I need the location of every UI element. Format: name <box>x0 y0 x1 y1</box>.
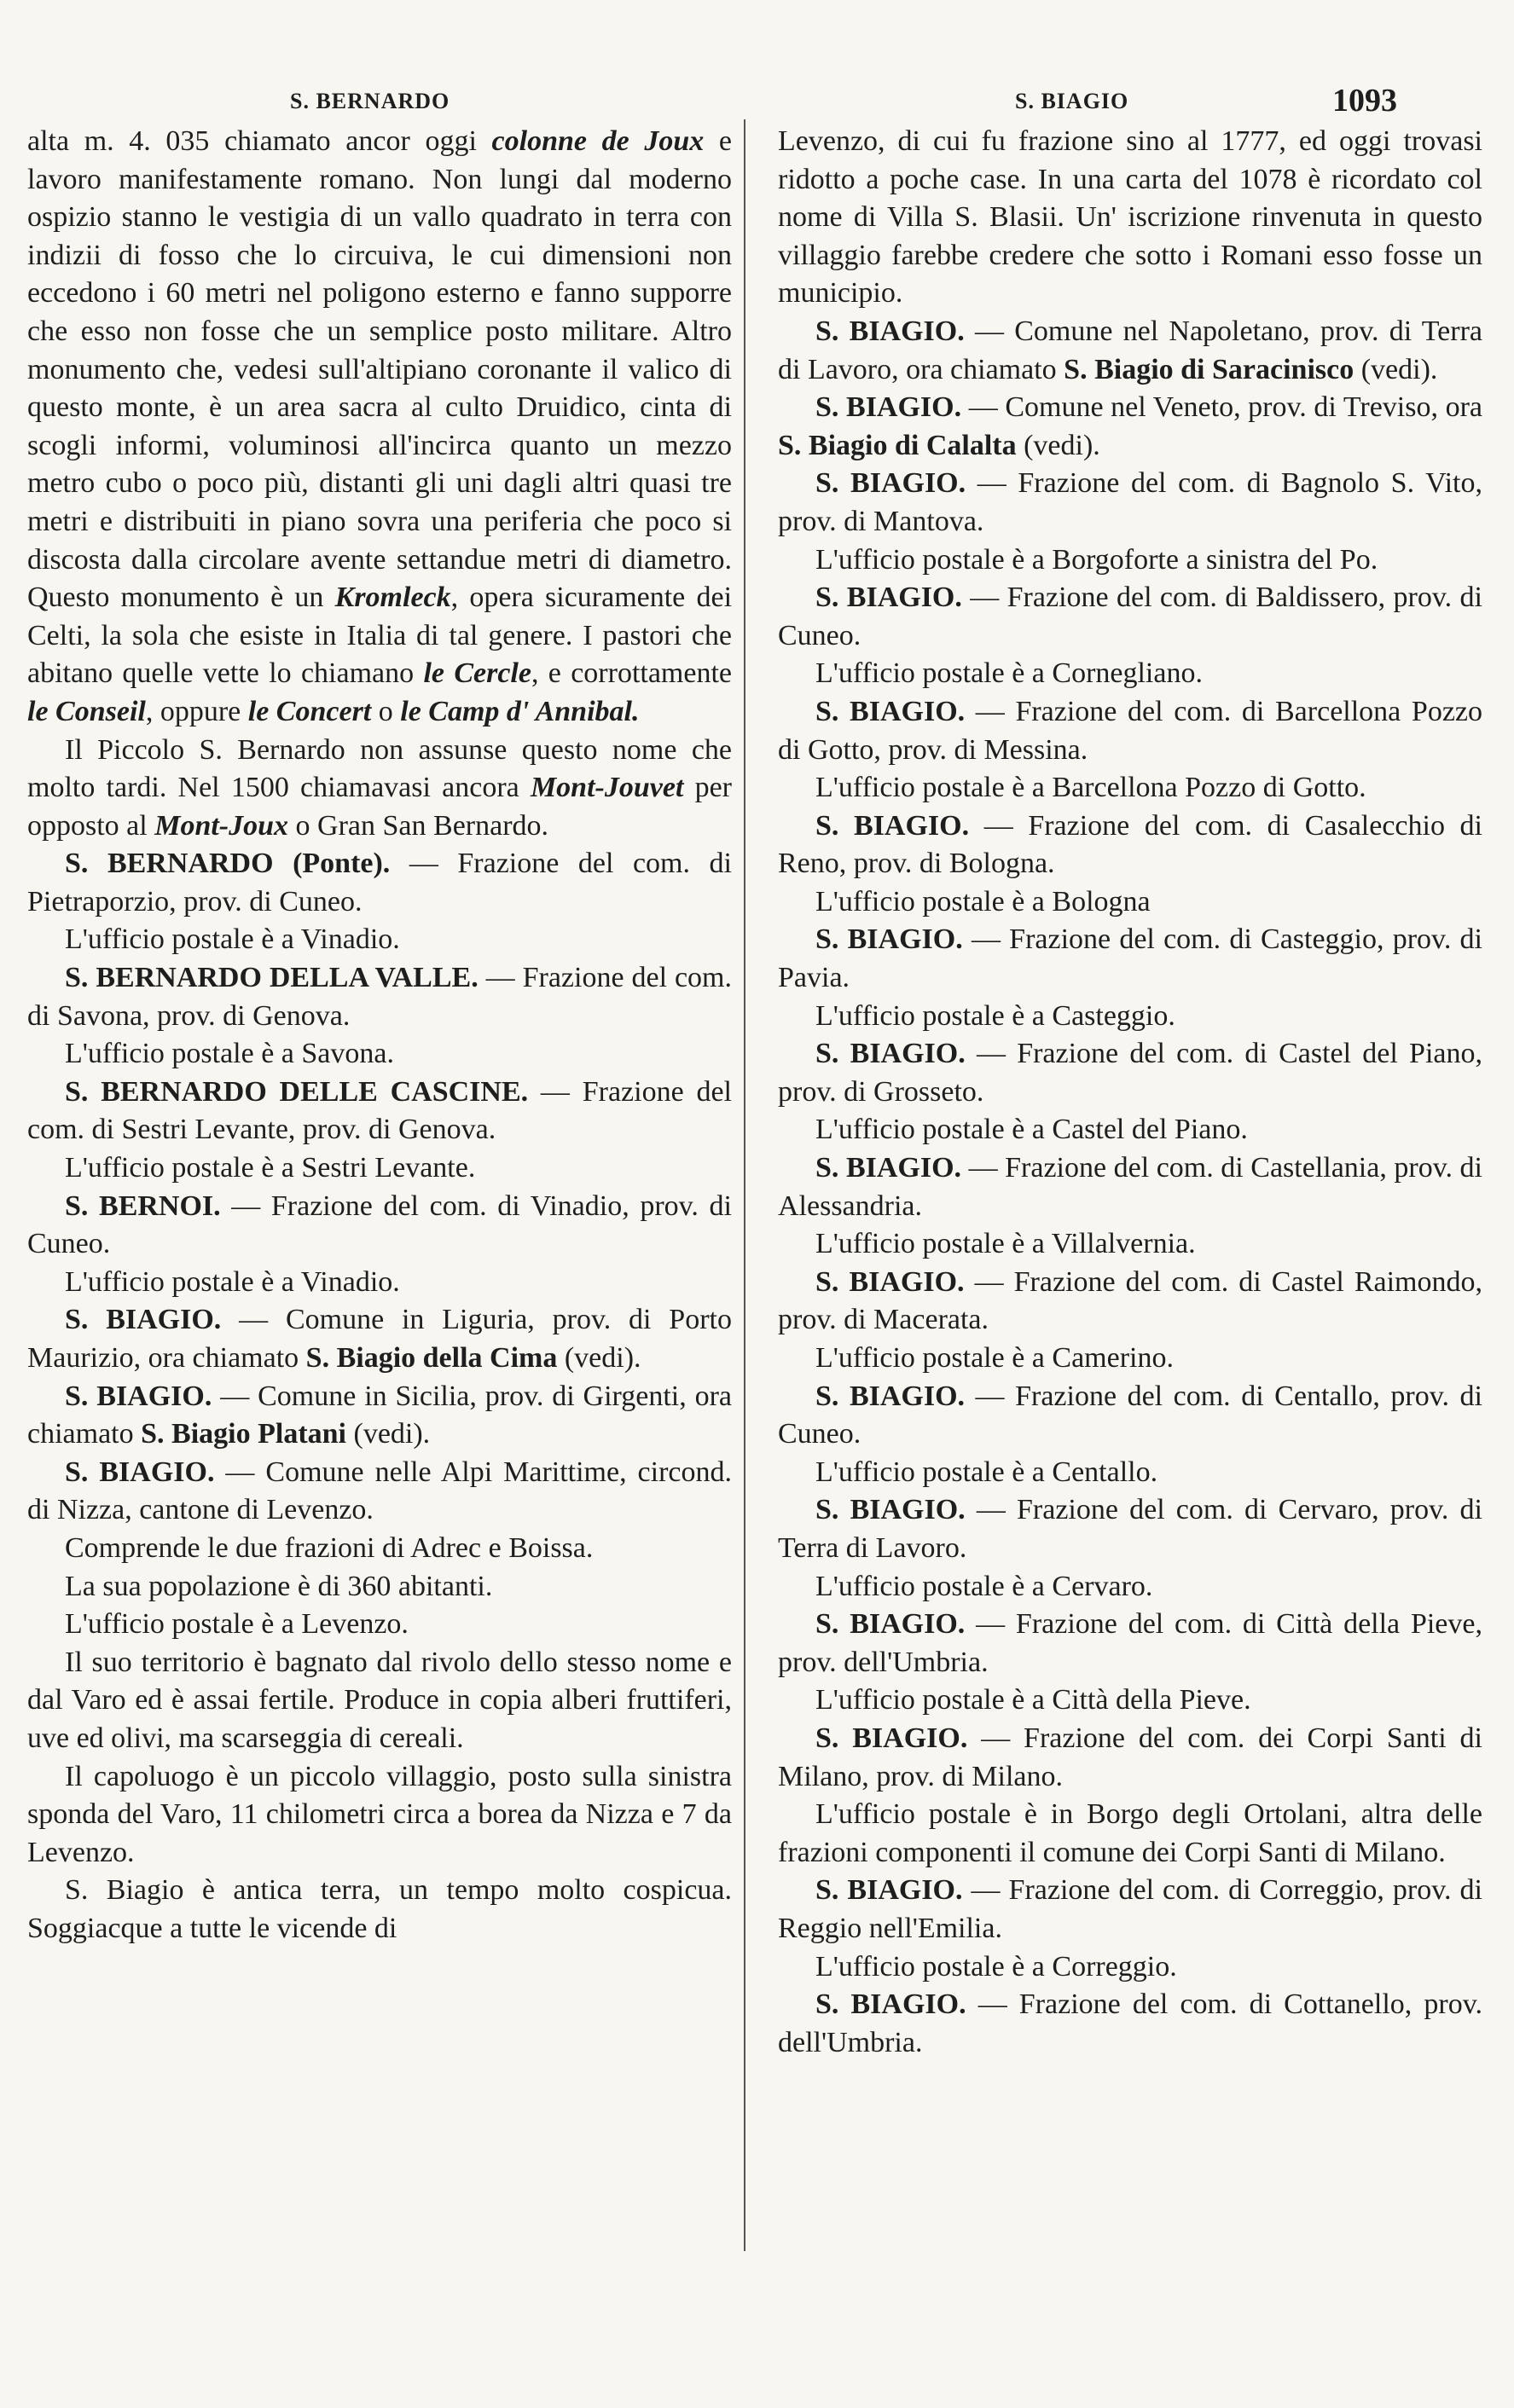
entry-postal: L'ufficio postale è a Correggio. <box>815 1950 1177 1983</box>
entry: S. BIAGIO. — Frazione del com. di Castellania, prov. di Alessandria. <box>778 1152 1482 1222</box>
column-divider <box>744 119 745 2251</box>
entry-postal: L'ufficio postale è a Vinadio. <box>65 923 400 956</box>
entry-postal: L'ufficio postale è in Borgo degli Ortolani, altra delle frazioni componenti il comune dei Corpi Santi di Milano. <box>778 1798 1482 1868</box>
entry-postal: L'ufficio postale è a Città della Pieve. <box>815 1684 1251 1716</box>
entry-text: Il capoluogo è un piccolo villaggio, posto sulla sinistra sponda del Varo, 11 chilometri circa a borea da Nizza e 7 da Levenzo. <box>27 1760 732 1868</box>
entry: S. BIAGIO. — Comune nelle Alpi Marittime, circond. di Nizza, cantone di Levenzo. <box>27 1456 733 1526</box>
entry: S. BIAGIO. — Comune in Liguria, prov. di Porto Maurizio, ora chiamato S. Biagio della Cima (vedi). <box>27 1304 732 1374</box>
entry-postal: L'ufficio postale è a Cornegliano. <box>815 657 1203 690</box>
entry: S. BIAGIO. — Frazione del com. di Bagnolo S. Vito, prov. di Mantova. <box>778 467 1482 537</box>
left-column <box>27 123 732 1948</box>
entry-postal: L'ufficio postale è a Castel del Piano. <box>815 1114 1248 1146</box>
entry: S. BIAGIO. — Comune nel Veneto, prov. di Treviso, ora S. Biagio di Calalta (vedi). <box>778 391 1483 461</box>
running-header <box>0 83 1514 123</box>
entry: S. BERNARDO DELLA VALLE. — Frazione del com. di Savona, prov. di Genova. <box>27 962 733 1032</box>
entry: S. BIAGIO. — Frazione del com. dei Corpi Santi di Milano, prov. di Milano. <box>778 1722 1482 1792</box>
entry: S. BIAGIO. — Frazione del com. di Cervaro, prov. di Terra di Lavoro. <box>778 1494 1482 1564</box>
entry-postal: L'ufficio postale è a Borgoforte a sinistra del Po. <box>815 543 1378 576</box>
entry: S. BERNARDO (Ponte). — Frazione del com. di Pietraporzio, prov. di Cuneo. <box>27 848 732 917</box>
entry-postal: L'ufficio postale è a Bologna <box>815 885 1151 917</box>
entry-postal: L'ufficio postale è a Centallo. <box>815 1456 1158 1488</box>
entry-postal: L'ufficio postale è a Camerino. <box>815 1342 1174 1374</box>
paragraph-continuation: alta m. 4. 035 chiamato ancor oggi colonne de Joux e lavoro manifestamente romano. Non lungi dal moderno ospizio stanno le vestigia di un vallo quadrato in terra con indizii di fosso che lo circuiva, le cui dimensioni non eccedono i 60 metri nel poligono esterno e fanno supporre che esso non fosse che un semplice posto militare. Altro monumento che, vedesi sull'altipiano coronante il valico di questo monte, è un area sacra al culto Druidico, cinta di scogli informi, voluminosi all'incirca quanto un mezzo metro cubo o poco più, distanti gli uni dagli altri quasi tre metri e distribuiti in piano sovra una periferia che poco si discosta dalla circolare avente settandue metri di diametro. Questo monumento è un Kromleck, opera sicuramente dei Celti, la sola che esiste in Italia di tal genere. I pastori che abitano quelle vette lo chiamano le Cercle, e corrottamente le Conseil, oppure le Concert o le Camp d' Annibal. <box>27 125 733 727</box>
entry-postal: L'ufficio postale è a Villalvernia. <box>815 1228 1196 1260</box>
entry: S. BIAGIO. — Frazione del com. di Castel Raimondo, prov. di Macerata. <box>778 1265 1482 1336</box>
entry: S. BIAGIO. — Frazione del com. di Centallo, prov. di Cuneo. <box>778 1380 1482 1450</box>
entry: S. BIAGIO. — Frazione del com. di Correggio, prov. di Reggio nell'Emilia. <box>778 1874 1483 1944</box>
entry: S. BIAGIO. — Frazione del com. di Casalecchio di Reno, prov. di Bologna. <box>778 809 1482 880</box>
header-right-title: S. BIAGIO <box>1015 89 1129 113</box>
paragraph-continuation: Levenzo, di cui fu frazione sino al 1777, ed oggi trovasi ridotto a poche case. In una carta del 1078 è ricordato col nome di Villa S. Blasii. Un' iscrizione rinvenuta in questo villaggio farebbe credere che sotto i Romani esso fosse un municipio. <box>778 125 1482 310</box>
paragraph: Il Piccolo S. Bernardo non assunse questo nome che molto tardi. Nel 1500 chiamavasi ancora Mont-Jouvet per opposto al Mont-Joux o Gran San Bernardo. <box>27 733 732 842</box>
entry: S. BERNARDO DELLE CASCINE. — Frazione del com. di Sestri Levante, prov. di Genova. <box>27 1075 732 1146</box>
entry-postal: L'ufficio postale è a Sestri Levante. <box>65 1152 476 1184</box>
entry-postal: L'ufficio postale è a Vinadio. <box>65 1265 400 1298</box>
entry-postal: L'ufficio postale è a Casteggio. <box>815 999 1175 1032</box>
header-left-title: S. BERNARDO <box>290 89 450 113</box>
entry: S. BIAGIO. — Frazione del com. di Casteggio, prov. di Pavia. <box>778 923 1482 994</box>
entry-postal: L'ufficio postale è a Barcellona Pozzo di Gotto. <box>815 772 1366 804</box>
entry: S. BIAGIO. — Comune nel Napoletano, prov. di Terra di Lavoro, ora chiamato S. Biagio di Saracinisco (vedi). <box>778 315 1482 385</box>
entry: S. BIAGIO. — Frazione del com. di Barcellona Pozzo di Gotto, prov. di Messina. <box>778 695 1482 766</box>
entry-text: Comprende le due frazioni di Adrec e Boissa. <box>65 1531 594 1564</box>
entry-text: S. Biagio è antica terra, un tempo molto cospicua. Soggiacque a tutte le vicende di <box>27 1874 732 1944</box>
entry-text: La sua popolazione è di 360 abitanti. <box>65 1570 493 1602</box>
entry: S. BIAGIO. — Frazione del com. di Cottanello, prov. dell'Umbria. <box>778 1988 1482 2058</box>
entry-text: Il suo territorio è bagnato dal rivolo dello stesso nome e dal Varo ed è assai fertile. Produce in copia alberi fruttiferi, uve ed olivi, ma scarseggia di cereali. <box>27 1646 732 1754</box>
page-number: 1093 <box>1332 83 1397 119</box>
entry: S. BIAGIO. — Frazione del com. di Baldissero, prov. di Cuneo. <box>778 582 1483 651</box>
entry: S. BIAGIO. — Comune in Sicilia, prov. di Girgenti, ora chiamato S. Biagio Platani (vedi). <box>27 1380 733 1450</box>
entry-postal: L'ufficio postale è a Levenzo. <box>65 1608 409 1641</box>
entry: S. BERNOI. — Frazione del com. di Vinadio, prov. di Cuneo. <box>27 1190 732 1260</box>
entry-postal: L'ufficio postale è a Savona. <box>65 1038 394 1070</box>
entry: S. BIAGIO. — Frazione del com. di Città della Pieve, prov. dell'Umbria. <box>778 1608 1482 1678</box>
right-column <box>778 123 1482 2062</box>
entry: S. BIAGIO. — Frazione del com. di Castel del Piano, prov. di Grosseto. <box>778 1038 1483 1108</box>
entry-postal: L'ufficio postale è a Cervaro. <box>815 1570 1153 1602</box>
